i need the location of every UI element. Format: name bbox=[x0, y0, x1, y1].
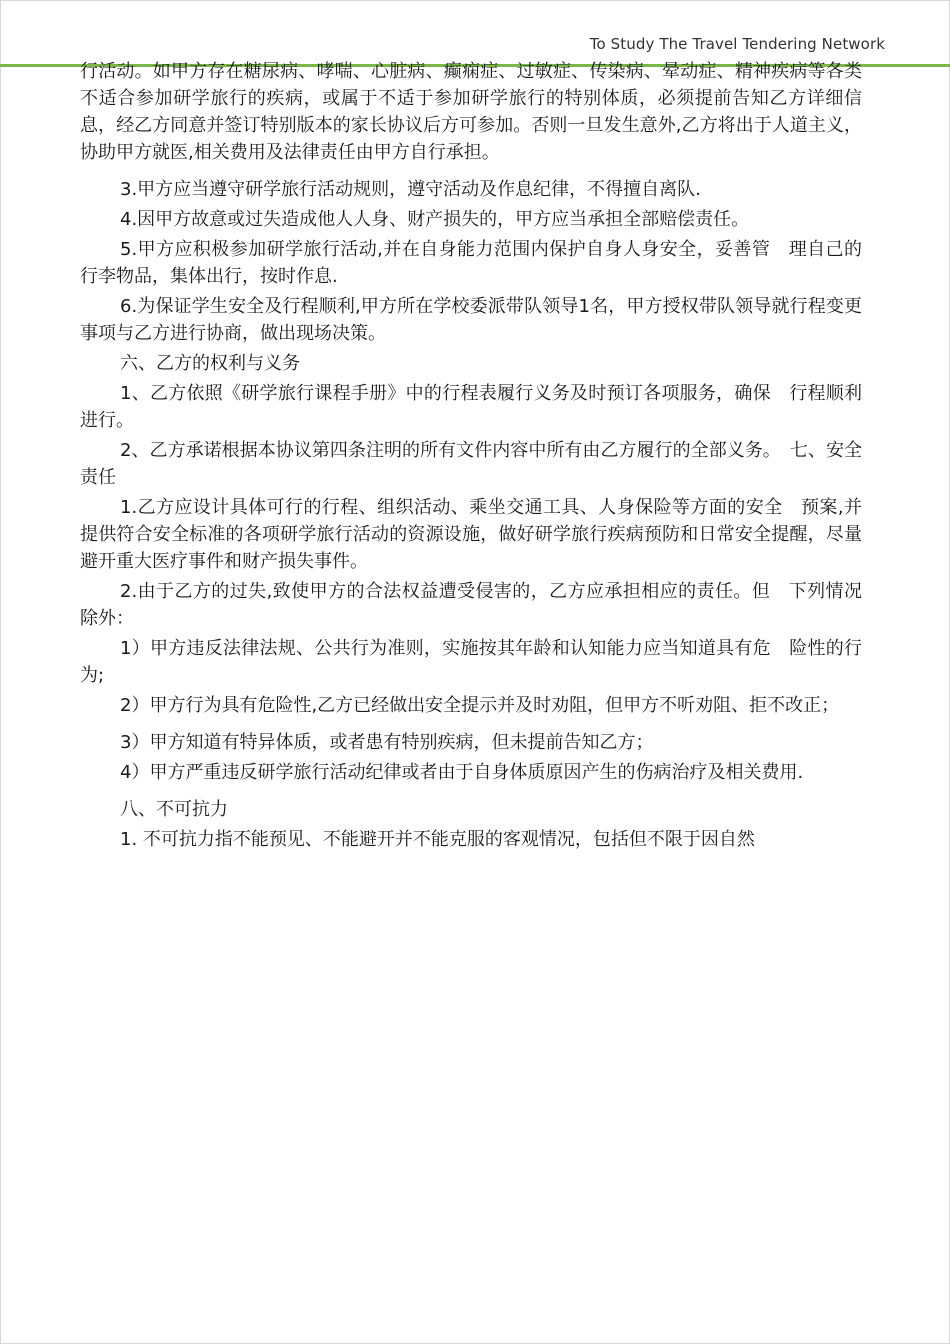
paragraph: 1.乙方应设计具体可行的行程、组织活动、乘坐交通工具、人身保险等方面的安全 预案,并提供符合安全标准的各项研学旅行活动的资源设施，做好研学旅行疾病预防和日常安全提醒，尽量避开重大医疗事件和财产损失事件。 bbox=[80, 497, 862, 572]
section-heading: 八、不可抗力 bbox=[120, 799, 228, 820]
paragraph: 行活动。如甲方存在糖尿病、哮喘、心脏病、癫痫症、过敏症、传染病、晕动症、精神疾病等各类不适合参加研学旅行的疾病，或属于不适于参加研学旅行的特别体质，必须提前告知乙方详细信息，经乙方同意并签订特别版本的家长协议后方可参加。否则一旦发生意外,乙方将出于人道主义，协助甲方就医,相关费用及法律责任由甲方自行承担。 bbox=[80, 61, 862, 163]
list-item: 3）甲方知道有特异体质，或者患有特别疾病，但未提前告知乙方； bbox=[120, 732, 654, 753]
document-body bbox=[80, 58, 862, 853]
section-heading: 六、乙方的权利与义务 bbox=[120, 353, 300, 374]
paragraph: 2.由于乙方的过失,致使甲方的合法权益遭受侵害的，乙方应承担相应的责任。但 下列情况除外： bbox=[80, 581, 862, 629]
list-item: 4）甲方严重违反研学旅行活动纪律或者由于自身体质原因产生的伤病治疗及相关费用. bbox=[120, 762, 804, 783]
paragraph: 5.甲方应积极参加研学旅行活动,并在自身能力范围内保护自身人身安全，妥善管 理自己的行李物品，集体出行，按时作息. bbox=[80, 239, 862, 287]
header-title: To Study The Travel Tendering Network bbox=[589, 35, 885, 53]
paragraph: 3.甲方应当遵守研学旅行活动规则，遵守活动及作息纪律，不得擅自离队. bbox=[120, 179, 701, 200]
paragraph: 2、乙方承诺根据本协议第四条注明的所有文件内容中所有由乙方履行的全部义务。 七、安全责任 bbox=[80, 440, 862, 488]
list-item: 1）甲方违反法律法规、公共行为准则，实施按其年龄和认知能力应当知道具有危 险性的行为; bbox=[80, 638, 862, 686]
paragraph: 6.为保证学生安全及行程顺利,甲方所在学校委派带队领导1名，甲方授权带队领导就行程变更事项与乙方进行协商，做出现场决策。 bbox=[80, 296, 862, 344]
list-item: 2）甲方行为具有危险性,乙方已经做出安全提示并及时劝阻，但甲方不听劝阻、拒不改正； bbox=[120, 695, 840, 716]
paragraph: 1、乙方依照《研学旅行课程手册》中的行程表履行义务及时预订各项服务，确保 行程顺利进行。 bbox=[80, 383, 862, 431]
paragraph: 4.因甲方故意或过失造成他人人身、财产损失的，甲方应当承担全部赔偿责任。 bbox=[120, 209, 750, 230]
paragraph: 1. 不可抗力指不能预见、不能避开并不能克服的客观情况，包括但不限于因自然 bbox=[120, 829, 755, 850]
